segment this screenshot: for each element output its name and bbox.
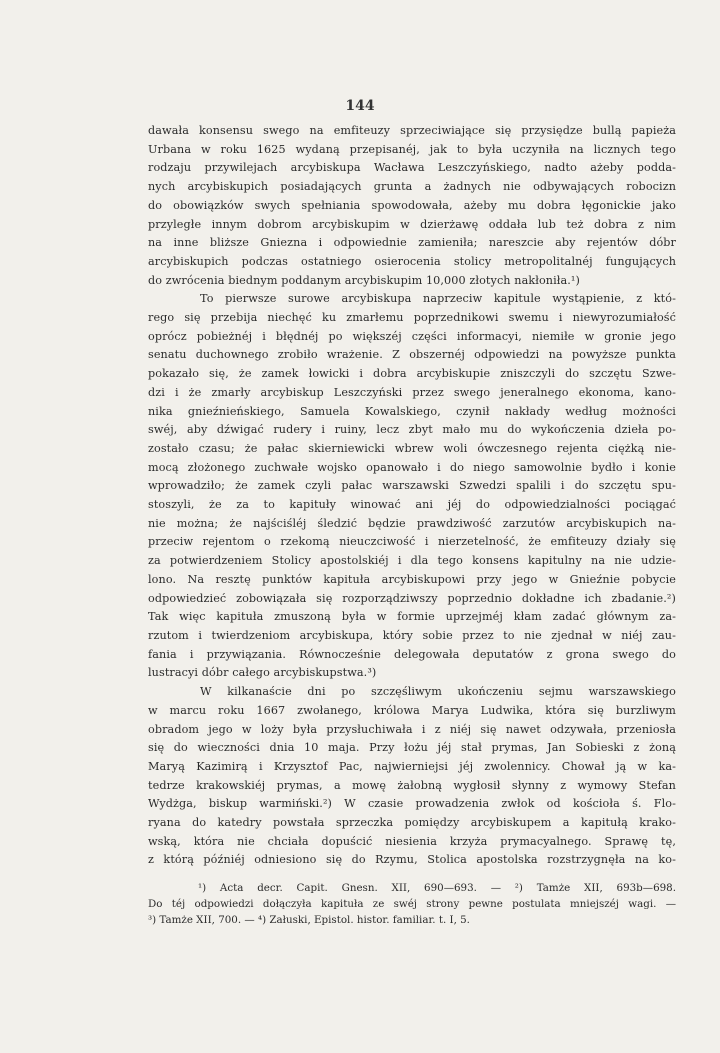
body-text [148, 122, 676, 870]
footnote-line: Do téj odpowiedzi dołączyła kapituła ze swéj strony pewne postulata mniejszéj wagi. — [148, 898, 676, 910]
text-line: zostało czasu; że pałac skierniewicki wbrew woli ówczesnego rejenta ciężką nie- [148, 441, 676, 455]
text-line: dawała konsensu swego na emfiteuzy sprzeciwiające się przysiędze bullą papieża [148, 124, 676, 137]
text-line: na inne bliższe Gniezna i odpowiednie zamieniła; nareszcie aby rejentów dóbr [148, 236, 676, 250]
footnote-line: ³) Tamże XII, 700. — ⁴) Załuski, Epistol. histor. familiar. t. I, 5. [148, 914, 470, 926]
text-line: tedrze krakowskiéj prymas, a mowę żałobną wygłosił słynny z wymowy Stefan [148, 778, 676, 792]
text-line: wską, która nie chciała dopuścić niesienia krzyża prymacyalnego. Sprawę tę, [148, 834, 676, 848]
text-line: się do wieczności dnia 10 maja. Przy łożu jéj stał prymas, Jan Sobieski z żoną [148, 741, 676, 755]
text-line: Maryą Kazimirą i Krzysztof Pac, najwierniejsi jéj zwolennicy. Chował ją w ka- [148, 759, 676, 773]
text-line: odpowiedzieć zobowiązała się rozporządziwszy poprzednio dokładne ich zbadanie.²) [148, 591, 676, 605]
text-line: rodzaju przywilejach arcybiskupa Wacława Leszczyńskiego, nadto ażeby podda- [148, 161, 676, 175]
text-line: przeciw rejentom o rzekomą nieuczciwość i nierzetelność, że emfiteuzy działy się [148, 535, 676, 549]
text-line: do zwrócenia biednym poddanym arcybiskupim 10,000 złotych nakłoniła.¹) [148, 273, 580, 287]
text-line: do obowiązków swych spełniania spowodowała, ażeby mu dobra łęgonickie jako [148, 198, 676, 212]
text-line: ryana do katedry powstała sprzeczka pomiędzy arcybiskupem a kapitułą krako- [148, 816, 676, 830]
text-line: wprowadziło; że zamek czyli pałac warszawski Szwedzi spalili i do szczętu spu- [148, 479, 676, 493]
text-line: pokazało się, że zamek łowicki i dobra arcybiskupie zniszczyli do szczętu Szwe- [148, 367, 676, 381]
text-line: lustracyi dóbr całego arcybiskupstwa.³) [148, 666, 377, 680]
text-line: w marcu roku 1667 zwołanego, królowa Marya Ludwika, która się burzliwym [148, 703, 676, 717]
footnotes [148, 880, 676, 928]
text-line: To pierwsze surowe arcybiskupa naprzeciw kapitule wystąpienie, z któ- [200, 292, 676, 306]
text-line: swéj, aby dźwigać rudery i ruiny, lecz zbyt mało mu do wykończenia dzieła po- [148, 423, 676, 437]
text-line: za potwierdzeniem Stolicy apostolskiéj i dla tego konsens kapitulny na nie udzie- [148, 554, 676, 568]
text-line: mocą złożonego zuchwałe wojsko opanowało i do niego samowolnie bydło i konie [148, 460, 676, 474]
text-line: nika gnieźnieńskiego, Samuela Kowalskiego, czynił nakłady według możności [148, 404, 676, 418]
text-line: dzi i że zmarły arcybiskup Leszczyński przez swego jeneralnego ekonoma, kano- [148, 385, 676, 399]
text-line: Tak więc kapituła zmuszoną była w formie uprzejméj kłam zadać głównym za- [148, 610, 676, 624]
text-line: nie można; że najściśléj śledzić będzie prawdziwość zarzutów arcybiskupich na- [148, 516, 676, 530]
text-line: przyległe innym dobrom arcybiskupim w dzierżawę oddała lub też dobra z nim [148, 217, 676, 231]
text-line: Urbana w roku 1625 wydaną przepisanéj, jak to była uczyniła na licznych tego [148, 142, 676, 156]
page-number: 144 [345, 98, 375, 114]
text-line: z którą późniéj odniesiono się do Rzymu, Stolica apostolska rozstrzygnęła na ko- [148, 853, 676, 867]
text-line: rzutom i twierdzeniom arcybiskupa, który sobie przez to nie zjednał w niéj zau- [148, 628, 676, 642]
text-line: rego się przebija niechęć ku zmarłemu poprzednikowi swemu i niewyrozumiałość [148, 311, 676, 325]
text-line: lono. Na resztę punktów kapituła arcybiskupowi przy jego w Gnieźnie pobycie [148, 572, 676, 586]
text-line: stoszyli, że za to kapituły winować ani jéj do odpowiedzialności pociągać [148, 498, 676, 512]
text-line: nych arcybiskupich posiadających grunta a żadnych nie odbywających robocizn [148, 180, 676, 194]
text-line: obradom jego w loży była przysłuchiwała i z niéj się nawet odzywała, przeniosła [148, 722, 676, 736]
text-line: senatu duchownego zrobiło wrażenie. Z obszernéj odpowiedzi na powyższe punkta [148, 348, 676, 362]
footnote-line: ¹) Acta decr. Capit. Gnesn. XII, 690—693. — ²) Tamże XII, 693b—698. [198, 882, 676, 894]
text-line: fania i przywiązania. Równocześnie delegowała deputatów z grona swego do [148, 647, 676, 661]
text-line: oprócz pobieżnéj i błędnéj po większéj części informacyi, niemiłe w gronie jego [148, 329, 676, 343]
text-line: Wydżga, biskup warmiński.²) W czasie prowadzenia zwłok od kościoła ś. Flo- [148, 797, 676, 811]
text-line: arcybiskupich podczas ostatniego osierocenia stolicy metropolitalnéj fungujących [148, 254, 676, 268]
text-line: W kilkanaście dni po szczęśliwym ukończeniu sejmu warszawskiego [200, 685, 676, 699]
